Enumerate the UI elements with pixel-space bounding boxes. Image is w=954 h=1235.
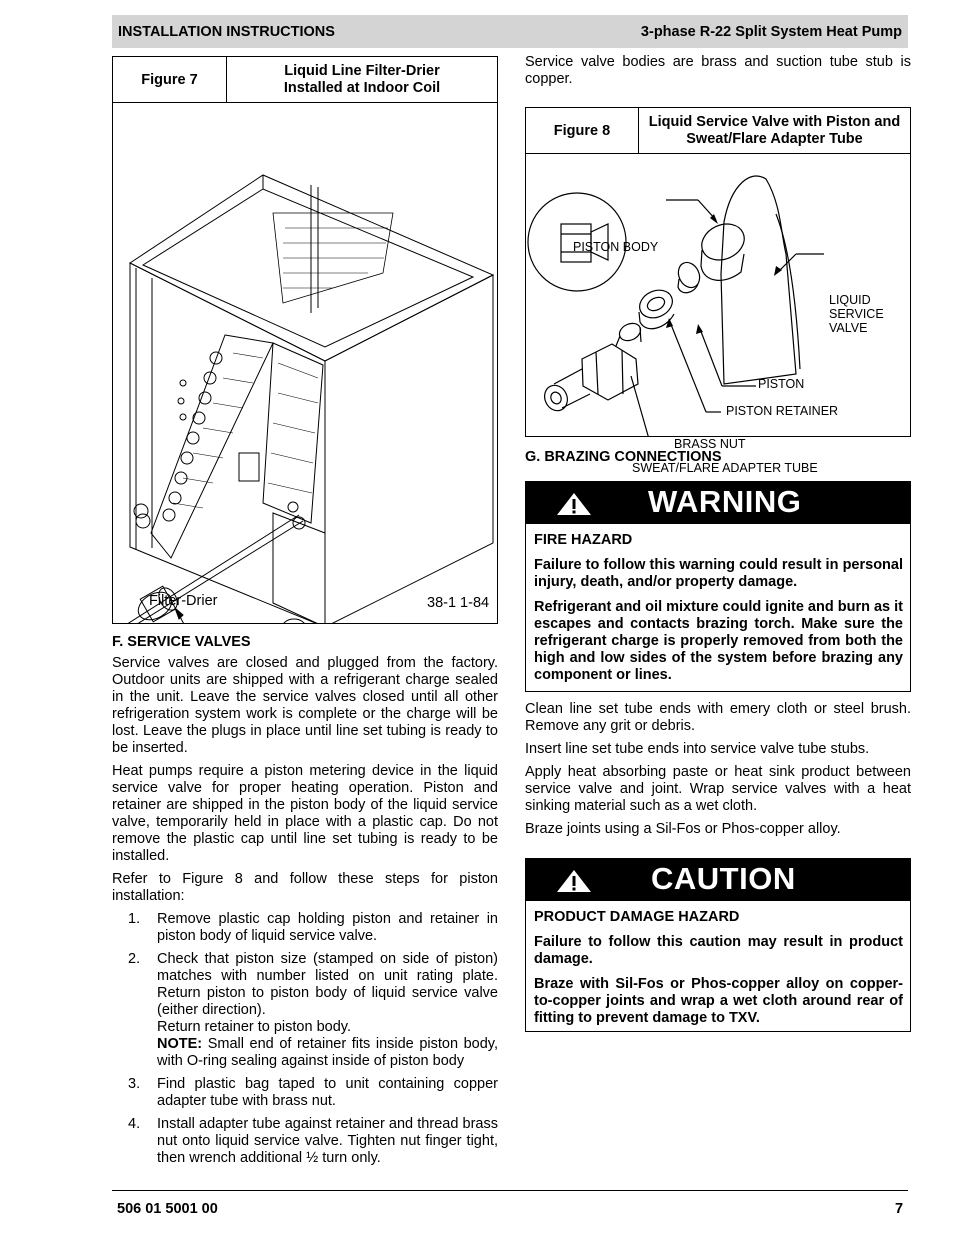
warning-p2: Refrigerant and oil mixture could ignite and burn as it escapes and contacts brazing torch. Make sure the refrigerant charge is properly removed from both the high and low sides of the system before brazing any component or lines. — [534, 599, 903, 683]
insert-text: Insert line set tube ends into service valve tube stubs. — [525, 741, 870, 757]
list-item: 4. Install adapter tube against retainer and thread brass nut onto liquid service valve. Tighten nut finger tight, then wrench additional ½ turn only. — [128, 1116, 498, 1166]
figure-8-header — [526, 108, 910, 154]
figure-7-callout: Filter-Drier — [149, 593, 218, 609]
page-header — [112, 15, 908, 48]
right-column — [525, 54, 911, 1032]
footer-doc-number: 506 01 5001 00 — [117, 1201, 218, 1217]
intro-text: Service valve bodies are brass and suction tube stub is copper. — [525, 54, 911, 87]
caution-p1: Failure to follow this caution may result in product damage. — [534, 934, 903, 967]
warning-word: WARNING — [648, 484, 802, 519]
figure-8-label: Figure 8 — [526, 108, 639, 153]
list-item: 2. Check that piston size (stamped on side of piston) matches with number listed on unit rating plate. Return piston to piston body of liquid service valve (either direction). Return retainer to piston body. NOTE: Small end of retainer fits inside piston body, with O-ring sealing against inside of piston body — [128, 951, 498, 1069]
header-left: INSTALLATION INSTRUCTIONS — [118, 23, 335, 40]
figure-7 — [112, 56, 498, 624]
section-f-heading: F. SERVICE VALVES — [112, 634, 251, 650]
figure-7-code: 38-1 1-84 — [427, 595, 490, 611]
heat-sink-text: Apply heat absorbing paste or heat sink product between service valve and joint. Wrap service valves with a heat sinking material such as a wet cloth. — [525, 764, 911, 814]
label-piston-retainer: PISTON RETAINER — [726, 404, 839, 418]
warning-banner — [526, 482, 910, 524]
figure-8-title: Liquid Service Valve with Piston and Sweat/Flare Adapter Tube — [648, 113, 901, 147]
warning-hazard: FIRE HAZARD — [534, 532, 633, 548]
figure-7-illustration — [113, 103, 497, 623]
section-f-p1: Service valves are closed and plugged from the factory. Outdoor units are shipped with a refrigerant charge sealed in the unit. Leave the service valves closed until all other refrigeration system work is complete or the charge will be lost. Leave the plugs in place until line set tubing is ready to be inserted. — [112, 655, 498, 756]
figure-7-title: Liquid Line Filter-Drier Installed at Indoor Coil — [283, 62, 441, 96]
caution-triangle-icon — [556, 869, 592, 893]
section-f-p2: Heat pumps require a piston metering device in the liquid service valve for proper heating operation. Piston and retainer are shipped in the piston body of the liquid service valve, temporarily held in place with a plastic cap. Do not remove the plastic cap until line set tubing is ready to be installed. — [112, 763, 498, 864]
footer-page-number: 7 — [895, 1201, 904, 1217]
section-g-heading: G. BRAZING CONNECTIONS — [525, 449, 722, 465]
footer-rule — [112, 1190, 908, 1191]
piston-steps — [112, 911, 498, 1167]
list-item: 3. Find plastic bag taped to unit containing copper adapter tube with brass nut. — [128, 1076, 498, 1109]
caution-hazard: PRODUCT DAMAGE HAZARD — [534, 909, 740, 925]
braze-text: Braze joints using a Sil-Fos or Phos-copper alloy. — [525, 821, 841, 837]
list-item: 1. Remove plastic cap holding piston and retainer in piston body of liquid service valve. — [128, 911, 498, 944]
caution-word: CAUTION — [651, 861, 796, 896]
caution-banner — [526, 859, 910, 901]
label-piston-body: PISTON BODY — [573, 240, 659, 254]
section-f-p3: Refer to Figure 8 and follow these steps for piston installation: — [112, 871, 498, 904]
clean-text: Clean line set tube ends with emery cloth or steel brush. Remove any grit or debris. — [525, 701, 911, 734]
figure-7-header — [113, 57, 497, 103]
warning-triangle-icon — [556, 492, 592, 516]
caution-box — [525, 858, 911, 1032]
label-brass-nut: BRASS NUT — [674, 437, 746, 451]
label-adapter-tube: SWEAT/FLARE ADAPTER TUBE — [632, 461, 818, 475]
header-right: 3-phase R-22 Split System Heat Pump — [640, 23, 902, 40]
warning-box — [525, 481, 911, 692]
caution-p2: Braze with Sil-Fos or Phos-copper alloy on copper-to-copper joints and wrap a wet cloth around rear of fitting to prevent damage to TXV. — [534, 976, 903, 1026]
figure-7-label: Figure 7 — [113, 57, 227, 102]
warning-p1: Failure to follow this warning could result in personal injury, death, and/or property damage. — [534, 557, 903, 590]
left-column — [112, 56, 498, 1167]
label-piston: PISTON — [758, 377, 805, 391]
label-liquid-service-valve: LIQUID SERVICE VALVE — [829, 293, 884, 335]
